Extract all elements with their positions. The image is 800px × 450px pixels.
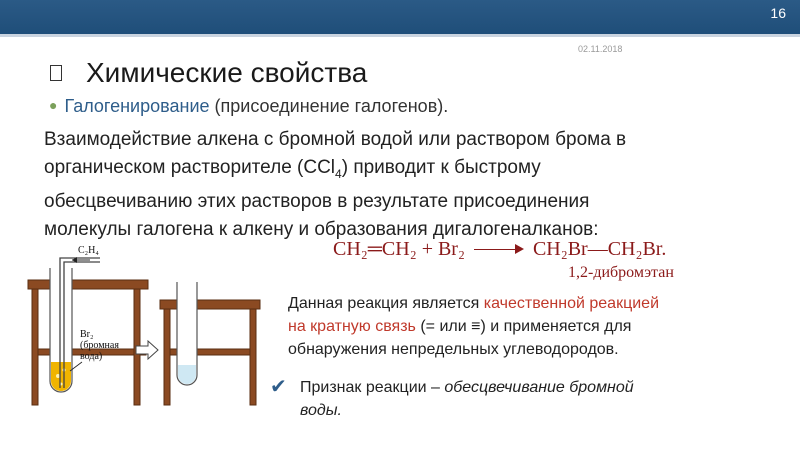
plus-sign: + — [416, 238, 438, 260]
reactant-ethylene: CH₂═CH₂ — [333, 238, 417, 260]
product-formula: CH₂Br—CH₂Br. — [532, 238, 667, 260]
right-test-tube-rack — [160, 300, 260, 405]
bromine-water-solution — [51, 362, 71, 391]
paragraph-line-2-pre: органическом растворителе (CCl — [44, 157, 336, 178]
slide-date: 02.11.2018 — [578, 44, 623, 54]
note-line-1 — [288, 292, 788, 315]
note-text-1: Данная реакция является — [288, 295, 484, 312]
paragraph-line-2 — [44, 154, 784, 188]
sign-italic-2: воды. — [300, 402, 342, 419]
reaction-sign — [270, 376, 634, 422]
title-row — [50, 57, 367, 89]
reagent-label-1: Br₂ — [80, 329, 94, 340]
sign-row — [270, 376, 634, 422]
slide-title: Химические свойства — [86, 57, 368, 88]
note-highlight-2: на кратную связь — [288, 318, 416, 335]
slide-number: 16 — [770, 5, 786, 21]
sign-prefix: Признак реакции – — [300, 379, 445, 396]
gas-label: C₂H₄ — [78, 245, 99, 256]
paragraph-line-3: обесцвечиванию этих растворов в результате присоединения — [44, 190, 590, 212]
paragraph-line-2-sub: 4 — [335, 166, 342, 181]
description-paragraph — [44, 126, 784, 244]
reactant-bromine: Br₂ — [437, 238, 465, 260]
bullet-halogenation — [49, 96, 448, 117]
product-name: 1,2-дибромэтан — [568, 264, 674, 281]
paragraph-line-1: Взаимодействие алкена с бромной водой или раствором брома в — [44, 129, 627, 150]
sign-line-2 — [300, 399, 634, 422]
reagent-label-3: вода) — [80, 351, 103, 362]
sign-line-1 — [300, 376, 634, 399]
bromine-water-experiment-diagram — [20, 238, 270, 418]
box-bullet-icon — [50, 65, 62, 81]
header-bar — [0, 0, 800, 34]
sign-italic-1: обесцвечивание бромной — [444, 379, 634, 396]
checkmark-icon: ✔ — [270, 376, 287, 398]
qualitative-reaction-note — [288, 292, 788, 361]
reagent-label-2: (бромная — [80, 340, 119, 351]
note-line-3: обнаружения непредельных углеводородов. — [288, 341, 619, 358]
bullet-dot-icon: ● — [49, 97, 58, 113]
sign-text — [300, 376, 634, 422]
note-highlight-1: качественной реакцией — [483, 295, 660, 312]
note-text-2: (= или ≡) и применяется для — [415, 318, 632, 335]
bullet-highlight: Галогенирование — [64, 96, 210, 116]
reaction-equation — [333, 238, 666, 261]
header-divider — [0, 34, 800, 37]
note-line-2 — [288, 315, 788, 338]
left-test-tube — [50, 268, 72, 392]
paragraph-line-4: молекулы галогена к алкену и образования дигалогеналканов: — [44, 218, 599, 240]
paragraph-line-2-post: ) приводит к быстрому — [341, 157, 541, 178]
bullet-rest: (присоединение галогенов). — [209, 96, 449, 116]
right-test-tube — [177, 282, 197, 385]
decolorized-solution — [178, 365, 196, 384]
reaction-arrow-icon — [474, 243, 524, 255]
